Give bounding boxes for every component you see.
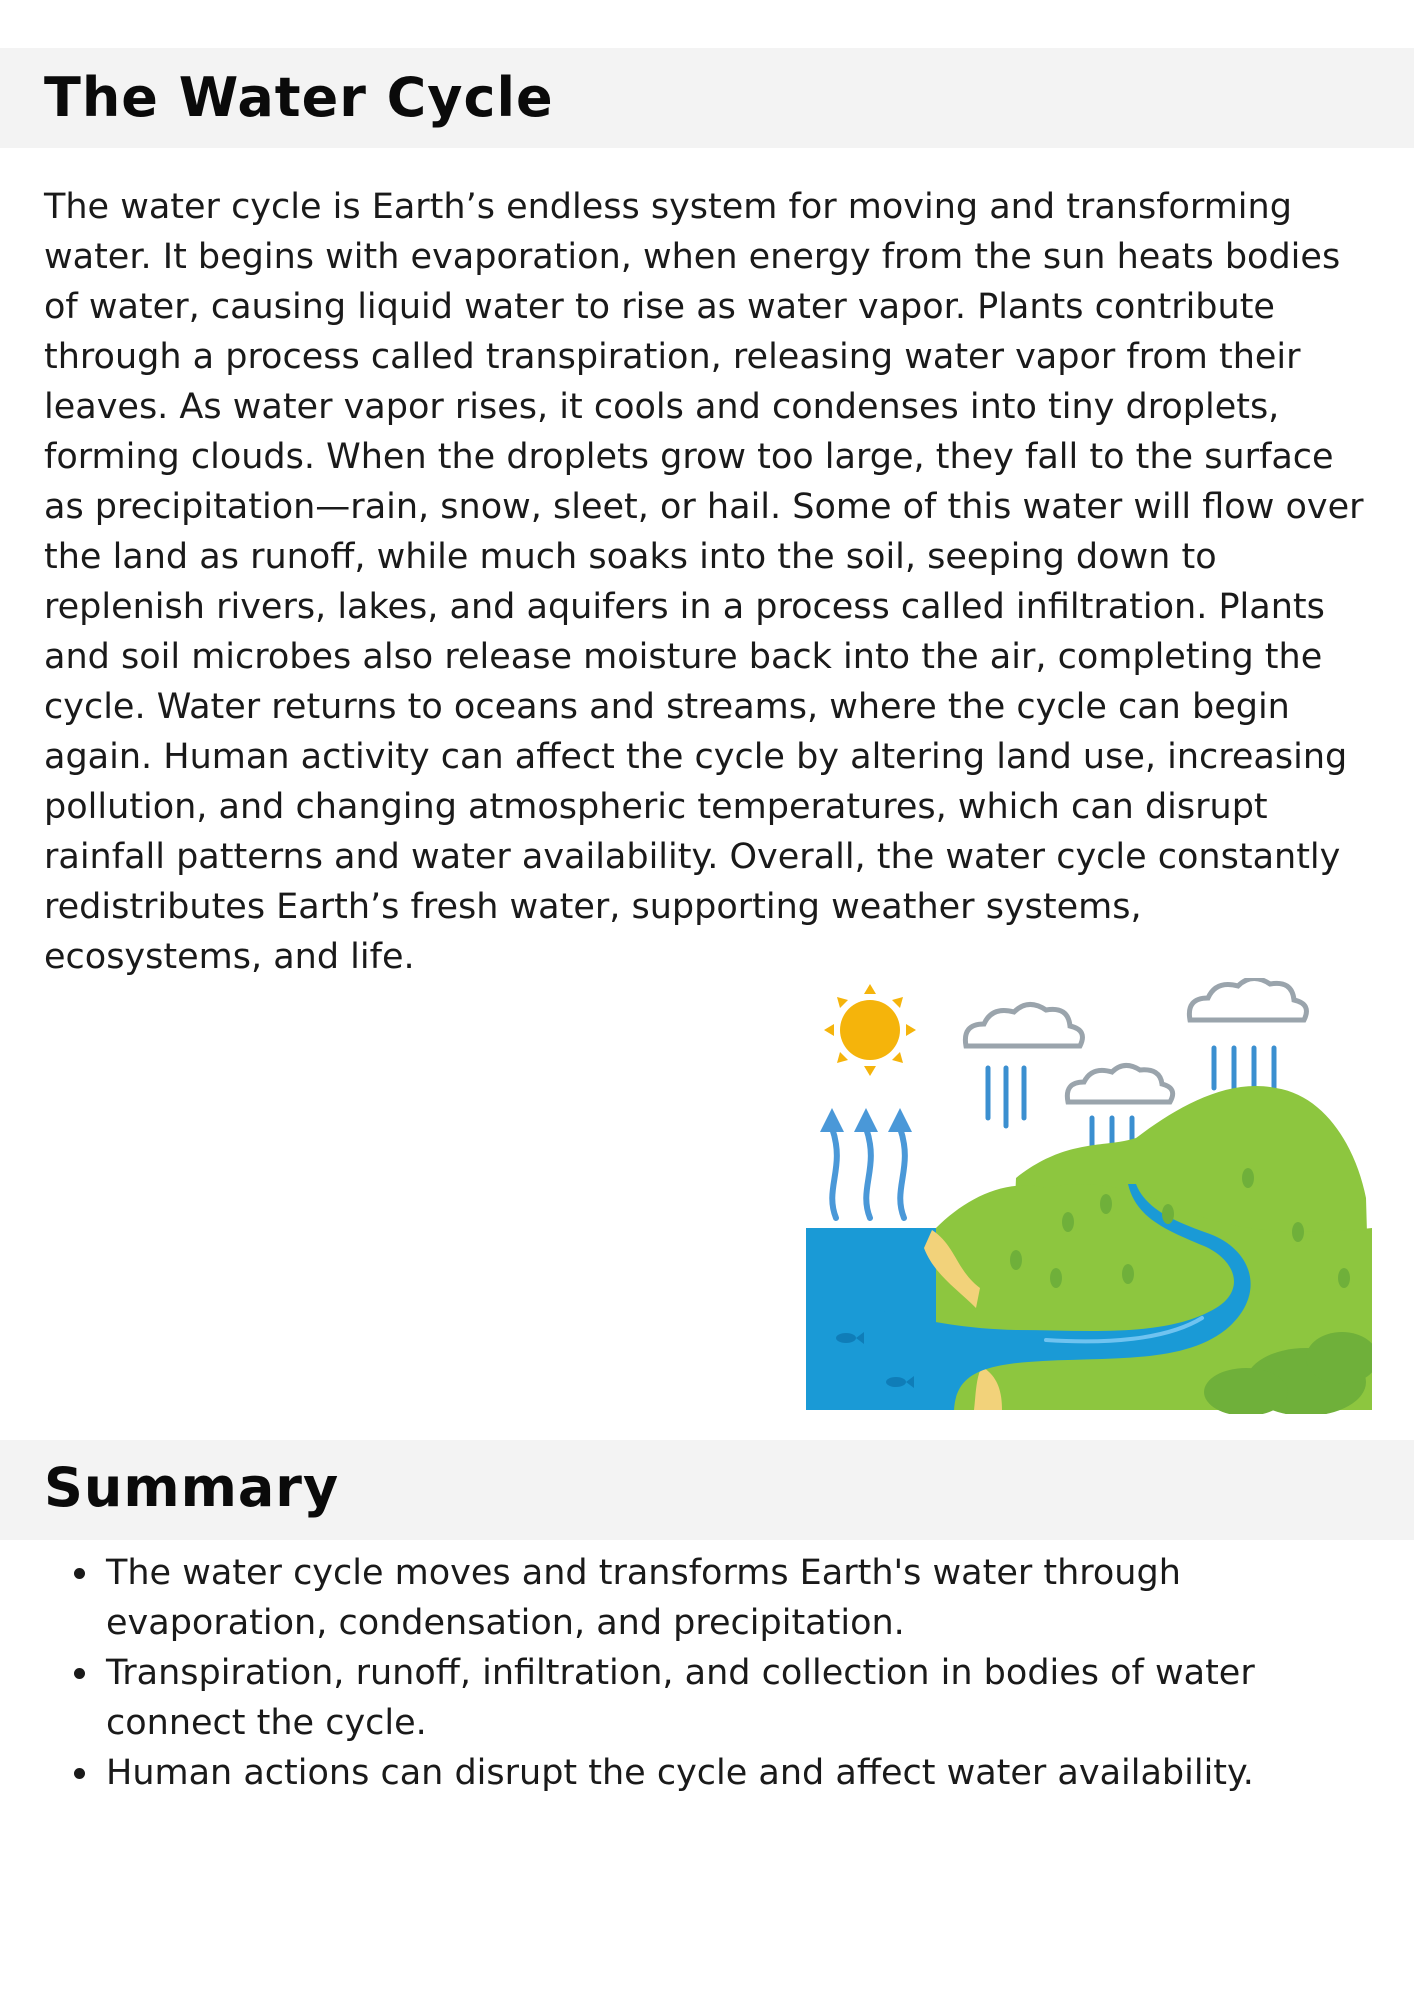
evaporation-arrows-icon [832, 1128, 905, 1218]
summary-bar [0, 1440, 1414, 1540]
title-bar [0, 48, 1414, 148]
summary-item [44, 1548, 1374, 1648]
page-title: The Water Cycle [44, 66, 554, 129]
sun-icon [824, 984, 916, 1076]
body-paragraph: The water cycle is Earth’s endless system for moving and transforming water. It begins with evaporation, when energy from the sun heats bodies of water, causing liquid water to rise as water vapor. Plants contribute through a process called transpiration, releasing water vapor from their leaves. As water vapor rises, it cools and condenses into tiny droplets, forming clouds. When the droplets grow too large, they fall to the surface as precipitation—rain, snow, sleet, or hail. Some of this water will flow over the land as runoff, while much soaks into the soil, seeping down to replenish rivers, lakes, and aquifers in a process called infiltration. Plants and soil microbes also release moisture back into the air, completing the cycle. Water returns to oceans and streams, where the cycle can begin again. Human activity can affect the cycle by altering land use, increasing pollution, and changing atmospheric temperatures, which can disrupt rainfall patterns and water availability. Overall, the water cycle constantly redistributes Earth’s fresh water, supporting weather systems, ecosystems, and life. [44, 187, 1364, 977]
arrow-heads-icon [820, 1108, 912, 1132]
summary-item-text: The water cycle moves and transforms Earth's water through evaporation, condensation, and precipitation. [106, 1553, 1181, 1643]
water-cycle-illustration [806, 978, 1372, 1414]
bullet-icon [74, 1768, 85, 1779]
summary-item [44, 1648, 1374, 1748]
summary-item-text: Transpiration, runoff, infiltration, and collection in bodies of water connect the cycle. [106, 1653, 1255, 1743]
summary-item [44, 1748, 1374, 1798]
summary-list [44, 1548, 1374, 1798]
bullet-icon [74, 1568, 85, 1579]
summary-item-text: Human actions can disrupt the cycle and affect water availability. [106, 1753, 1254, 1793]
summary-title: Summary [44, 1456, 340, 1519]
bullet-icon [74, 1668, 85, 1679]
